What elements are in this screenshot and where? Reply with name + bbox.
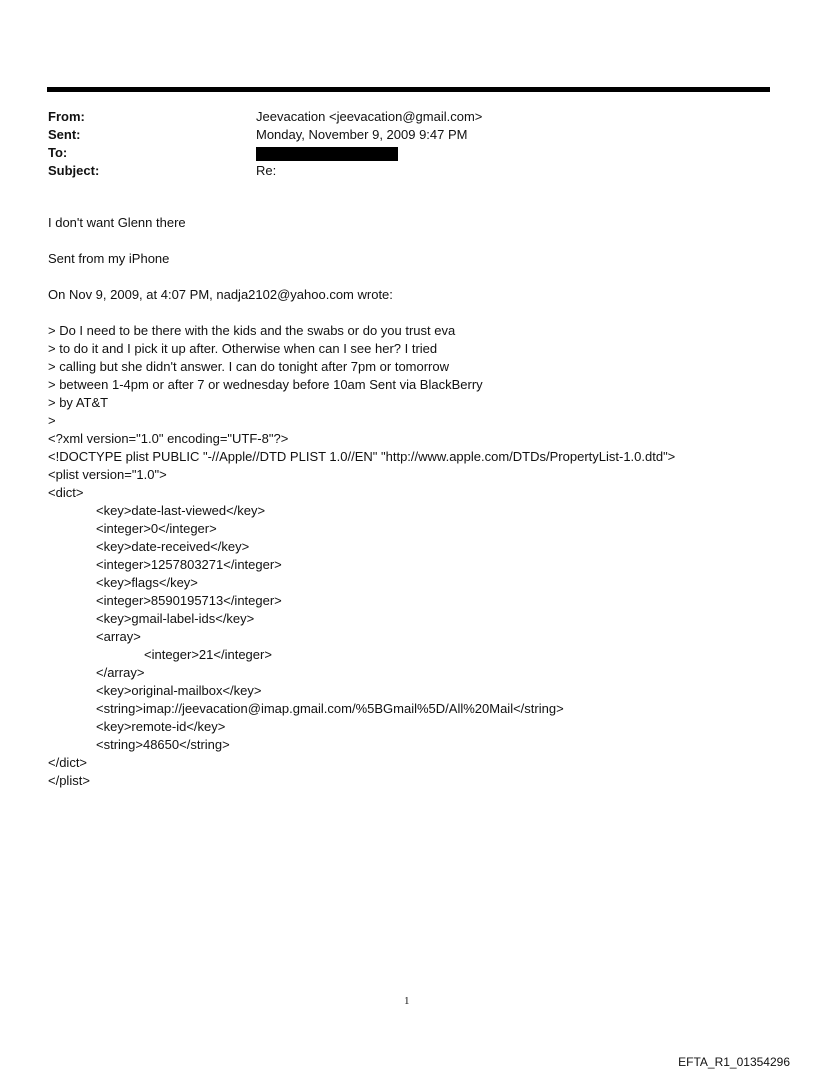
to-label: To: <box>48 145 68 160</box>
email-header <box>48 108 768 180</box>
quoted-line: > by AT&T <box>48 395 109 410</box>
plist-line: </plist> <box>48 773 90 788</box>
quoted-line: > to do it and I pick it up after. Otherwise when can I see her? I tried <box>48 341 438 356</box>
signature-text: Sent from my iPhone <box>48 251 170 266</box>
plist-line: <key>original-mailbox</key> <box>96 683 262 698</box>
plist-block <box>48 430 788 790</box>
subject-label: Subject: <box>48 163 100 178</box>
to-row <box>48 144 768 162</box>
plist-line: <!DOCTYPE plist PUBLIC "-//Apple//DTD PLIST 1.0//EN" "http://www.apple.com/DTDs/PropertyList-1.0.dtd"> <box>48 449 676 464</box>
plist-line: <integer>21</integer> <box>144 647 272 662</box>
sent-row <box>48 126 768 144</box>
quoted-line: > Do I need to be there with the kids and the swabs or do you trust eva <box>48 323 456 338</box>
plist-line: <string>48650</string> <box>96 737 230 752</box>
quoted-message <box>48 322 788 430</box>
subject-value: Re: <box>256 163 277 178</box>
from-value: Jeevacation <jeevacation@gmail.com> <box>256 109 483 124</box>
plist-line: <integer>0</integer> <box>96 521 217 536</box>
sent-value: Monday, November 9, 2009 9:47 PM <box>256 127 468 142</box>
from-row <box>48 108 768 126</box>
plist-line: </array> <box>96 665 145 680</box>
plist-line: <key>gmail-label-ids</key> <box>96 611 255 626</box>
to-redaction-block <box>256 147 398 161</box>
plist-line: <key>remote-id</key> <box>96 719 226 734</box>
from-label: From: <box>48 109 85 124</box>
plist-line: </dict> <box>48 755 88 770</box>
quoted-line: > between 1-4pm or after 7 or wednesday before 10am Sent via BlackBerry <box>48 377 483 392</box>
quoted-line: > calling but she didn't answer. I can do tonight after 7pm or tomorrow <box>48 359 450 374</box>
plist-line: <string>imap://jeevacation@imap.gmail.com/%5BGmail%5D/All%20Mail</string> <box>96 701 564 716</box>
subject-row <box>48 162 768 180</box>
plist-line: <integer>1257803271</integer> <box>96 557 282 572</box>
plist-line: <?xml version="1.0" encoding="UTF-8"?> <box>48 431 289 446</box>
document-id: EFTA_R1_01354296 <box>678 1055 790 1069</box>
plist-line: <integer>8590195713</integer> <box>96 593 282 608</box>
plist-line: <key>date-last-viewed</key> <box>96 503 266 518</box>
plist-line: <plist version="1.0"> <box>48 467 167 482</box>
plist-line: <key>flags</key> <box>96 575 198 590</box>
header-divider <box>47 87 770 92</box>
sent-label: Sent: <box>48 127 81 142</box>
quote-intro: On Nov 9, 2009, at 4:07 PM, nadja2102@yahoo.com wrote: <box>48 287 393 302</box>
quoted-line: > <box>48 413 56 428</box>
email-body <box>48 214 788 790</box>
plist-line: <dict> <box>48 485 84 500</box>
plist-line: <key>date-received</key> <box>96 539 250 554</box>
plist-line: <array> <box>96 629 141 644</box>
page-number: 1 <box>404 995 410 1007</box>
message-text: I don't want Glenn there <box>48 215 186 230</box>
